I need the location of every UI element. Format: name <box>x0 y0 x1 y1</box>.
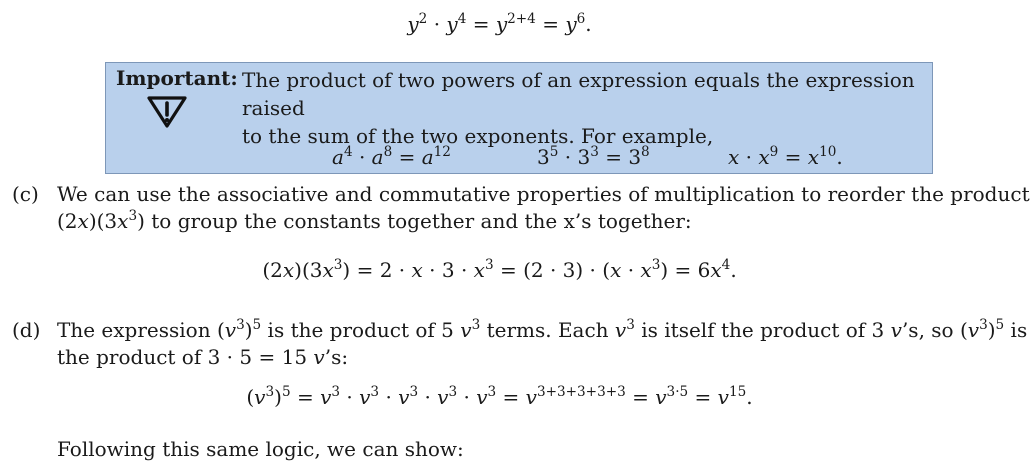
important-text-line2: to the sum of the two exponents. For example, <box>242 124 714 148</box>
item-c-line2-text: to group the constants together and the x’s together: <box>144 209 692 233</box>
example-x-powers: $x \cdot x^9 = x^{10}$. <box>728 143 843 169</box>
item-c-line1: We can use the associative and commutative properties of multiplication to reorder the product <box>57 182 1030 206</box>
important-text <box>242 66 932 150</box>
item-c-line2: $(2x)(3x^3)$ to group the constants together and the x’s together: <box>57 207 692 233</box>
equation-reorder-product: $(2x)(3x^3) = 2 \cdot x \cdot 3 \cdot x^3 = (2 \cdot 3) \cdot (x \cdot x^3) = 6x^4$. <box>262 256 737 282</box>
item-d-line1: The expression $(v^3)^5$ is the product of 5 $v^3$ terms. Each $v^3$ is itself the product of 3 v’s, so $(v^3)^5$ is <box>57 316 1028 342</box>
item-d-line2: the product of 3 · 5 = 15 v’s: <box>57 345 349 369</box>
example-3-powers: $3^5 \cdot 3^3 = 3^8$ <box>537 143 650 169</box>
equation-power-of-power: $(v^3)^5 = v^3 \cdot v^3 \cdot v^3 \cdot v^3 \cdot v^3 = v^{3+3+3+3+3} = v^{3\cdot 5} = v^{15}$. <box>246 383 753 409</box>
item-d-marker: (d) <box>12 318 41 342</box>
example-a-powers: $a^4 \cdot a^8 = a^{12}$ <box>332 143 451 169</box>
warning-triangle-icon <box>146 95 188 129</box>
important-callout-box <box>105 62 933 174</box>
important-label: Important: <box>116 66 238 90</box>
item-c-marker: (c) <box>12 182 39 206</box>
equation-product-of-powers: $y^2 \cdot y^4 = y^{2+4} = y^6$. <box>407 10 592 36</box>
important-text-line1: The product of two powers of an expression equals the expression raised <box>242 68 915 120</box>
closing-sentence: Following this same logic, we can show: <box>57 437 464 461</box>
